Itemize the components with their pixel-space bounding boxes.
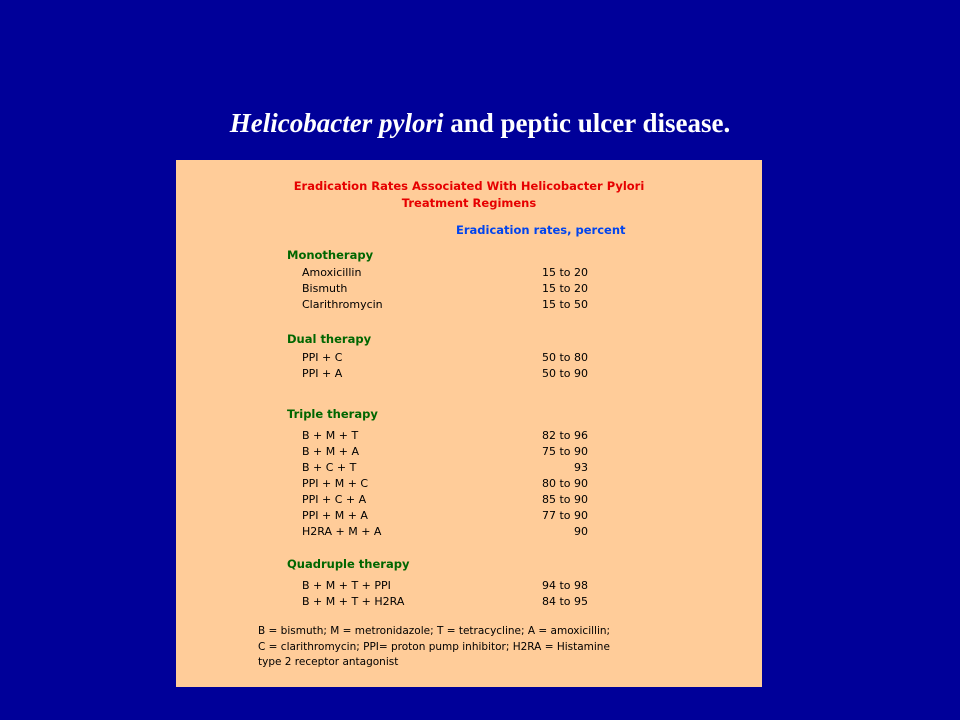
legend-line: type 2 receptor antagonist bbox=[258, 656, 399, 668]
regimen-label: PPI + C bbox=[302, 351, 343, 364]
table-heading-line1: Eradication Rates Associated With Helicobacter Pylori bbox=[293, 179, 645, 193]
rate-value: 90 bbox=[574, 525, 588, 538]
rate-value: 85 to 90 bbox=[541, 493, 588, 506]
regimen-label: PPI + C + A bbox=[302, 493, 367, 506]
table-row bbox=[302, 351, 588, 367]
rate-value: 84 to 95 bbox=[541, 595, 588, 608]
slide-title-rest: and peptic ulcer disease. bbox=[443, 108, 731, 138]
table-row bbox=[302, 477, 588, 493]
rate-value: 15 to 20 bbox=[541, 282, 588, 295]
regimen-label: H2RA + M + A bbox=[302, 525, 382, 538]
regimen-label: Amoxicillin bbox=[302, 266, 362, 279]
rate-value: 50 to 80 bbox=[541, 351, 588, 364]
table-row bbox=[302, 266, 588, 282]
regimen-label: PPI + M + A bbox=[302, 509, 368, 522]
regimen-label: PPI + A bbox=[302, 367, 343, 380]
rate-value: 75 to 90 bbox=[541, 445, 588, 458]
eradication-table-panel bbox=[176, 160, 762, 687]
rate-value: 77 to 90 bbox=[541, 509, 588, 522]
regimen-label: B + M + T bbox=[302, 429, 359, 442]
section-title-monotherapy: Monotherapy bbox=[287, 248, 374, 262]
regimen-label: Clarithromycin bbox=[302, 298, 383, 311]
regimen-label: B + M + T + H2RA bbox=[302, 595, 405, 608]
slide-title-italic: Helicobacter pylori bbox=[229, 108, 444, 138]
abbreviation-legend bbox=[258, 624, 728, 671]
table-row bbox=[302, 525, 588, 541]
table-row bbox=[302, 445, 588, 461]
table-row bbox=[302, 367, 588, 383]
section-title-quadruple-therapy: Quadruple therapy bbox=[287, 557, 410, 571]
table-heading-line2: Treatment Regimens bbox=[401, 196, 537, 210]
rate-value: 93 bbox=[574, 461, 588, 474]
table-row bbox=[302, 509, 588, 525]
table-row bbox=[302, 461, 588, 477]
table-row bbox=[302, 493, 588, 509]
section-title-dual-therapy: Dual therapy bbox=[287, 332, 372, 346]
legend-line: B = bismuth; M = metronidazole; T = tetracycline; A = amoxicillin; bbox=[258, 625, 611, 637]
rate-value: 15 to 20 bbox=[541, 266, 588, 279]
table-row bbox=[302, 595, 588, 611]
table-row bbox=[302, 298, 588, 314]
table-row bbox=[302, 429, 588, 445]
rate-value: 82 to 96 bbox=[541, 429, 588, 442]
regimen-label: B + C + T bbox=[302, 461, 357, 474]
table-row bbox=[302, 282, 588, 298]
regimen-label: B + M + A bbox=[302, 445, 359, 458]
table-row bbox=[302, 579, 588, 595]
rate-value: 50 to 90 bbox=[541, 367, 588, 380]
regimen-label: PPI + M + C bbox=[302, 477, 369, 490]
slide-title bbox=[0, 108, 960, 139]
regimen-label: B + M + T + PPI bbox=[302, 579, 391, 592]
legend-line: C = clarithromycin; PPI= proton pump inhibitor; H2RA = Histamine bbox=[258, 640, 610, 653]
rate-value: 15 to 50 bbox=[541, 298, 588, 311]
regimen-label: Bismuth bbox=[302, 282, 348, 295]
column-header: Eradication rates, percent bbox=[456, 223, 626, 237]
rate-value: 94 to 98 bbox=[541, 579, 588, 592]
rate-value: 80 to 90 bbox=[541, 477, 588, 490]
section-title-triple-therapy: Triple therapy bbox=[287, 407, 378, 421]
